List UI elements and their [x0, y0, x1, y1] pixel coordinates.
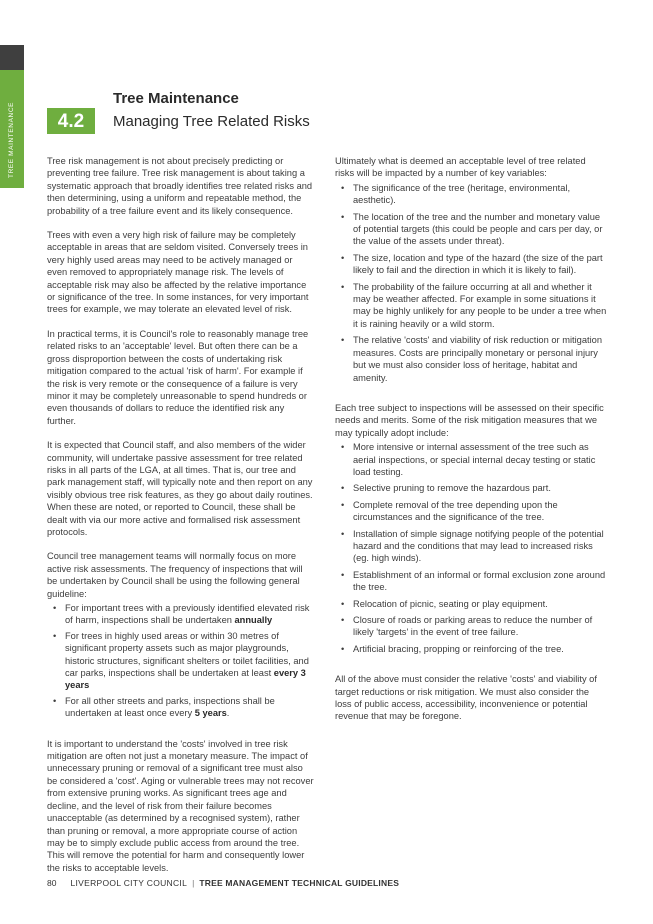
left-paragraph-2: Trees with even a very high risk of failure may be completely acceptable in areas that are seldom visited. Conversely trees in very highly used areas may need to be actively managed or even removed to appropriately manage risk. The levels of acceptable risk may also be affected by the relative importance or significance of the tree. In some instances, for very important trees for example, we may tolerate an elevated level of risk. — [47, 230, 309, 315]
list-item: • The relative 'costs' and viability of risk reduction or mitigation measures. Costs are principally monetary or personal injury but we must also consider loss of heritage, habitat and amenity. — [341, 335, 602, 383]
inspection-guideline-list — [47, 602, 315, 720]
footer-council-name: LIVERPOOL CITY COUNCIL — [70, 878, 188, 888]
list-item: • The significance of the tree (heritage, environmental, aesthetic). — [341, 182, 571, 206]
mitigation-measures-list — [335, 441, 607, 655]
section-number-badge: 4.2 — [47, 108, 95, 134]
key-variables-list — [335, 182, 607, 384]
left-column — [47, 155, 315, 886]
left-paragraph-1: Tree risk management is not about precisely predicting or preventing tree failure. Tree risk management is about taking a systematic approach that broadly identifies tree related risks and then determining, using a uniform and repeatable method, the probability of a tree failure event and its likely consequence. — [47, 156, 313, 216]
list-item: • Closure of roads or parking areas to reduce the number of likely 'targets' in the event of tree failure. — [341, 615, 593, 638]
page-title: Tree Maintenance — [113, 90, 239, 107]
left-paragraph-6: It is important to understand the 'costs' involved in tree risk mitigation are often not just a monetary measure. The impact of unnecessary pruning or removal of a significant tree must also be considered a 'cost'. Aging or vulnerable trees may not recover from extensive pruning works. As significant trees age and decline, and the level of risk from their failure becomes unacceptable (as determined by a recognised system), rather than pruning or removal, a more appropriate course of action may be to simply exclude public access from around the tree. This will remove the potential for harm and consequently lower the risks to acceptable levels. — [47, 738, 314, 873]
page-number: 80 — [47, 878, 57, 888]
list-item: • For trees in highly used areas or within 30 metres of significant property assets such as major playgrounds, historic structures, significant shelters or toilet facilities, and car parks, inspections shall be undertaken at least every 3 years — [53, 630, 309, 691]
left-paragraph-5: Council tree management teams will normally focus on more active risk assessments. The frequency of inspections that will be undertaken by Council shall be using the following general guideline: — [47, 551, 303, 599]
page-footer — [47, 878, 399, 888]
page-subtitle: Managing Tree Related Risks — [113, 113, 310, 130]
list-item: • Complete removal of the tree depending upon the circumstances and the significance of the tree. — [341, 499, 558, 523]
list-item: • Establishment of an informal or formal exclusion zone around the tree. — [341, 569, 606, 593]
footer-divider: | — [192, 878, 195, 888]
list-item: • The probability of the failure occurring at all and whether it may be weather affected. For example in some situations it may be highly unlikely for any people to be under a tree when it is raining heavily or a wild storm. — [341, 281, 607, 329]
right-paragraph-1: Ultimately what is deemed an acceptable level of tree related risks will be impacted by a number of key variables: — [335, 156, 586, 179]
right-paragraph-2: Each tree subject to inspections will be assessed on their specific needs and merits. Some of the risk mitigation measures that we may typically adopt include: — [335, 402, 604, 438]
left-paragraph-3: In practical terms, it is Council's role to reasonably manage tree related risks to an 'acceptable' level. But often there can be a gross disproportion between the costs of undertaking risk mitigation compared to the actual 'risk of harm'. For example if the risk is very remote or the consequence of a failure is very minor it may be completely unreasonable to spend hundreds or even thousands of dollars to reduce the identified risk any further. — [47, 328, 309, 426]
list-item: • For important trees with a previously identified elevated risk of harm, inspections shall be undertaken annually — [53, 603, 310, 626]
list-item: • Artificial bracing, propping or reinforcing of the tree. — [341, 643, 564, 654]
list-item: • For all other streets and parks, inspections shall be undertaken at least once every 5 years. — [53, 695, 275, 719]
list-item: • Relocation of picnic, seating or play equipment. — [341, 598, 548, 609]
list-item: • More intensive or internal assessment of the tree such as aerial inspections, or special internal decay testing or static load testing. — [341, 442, 596, 477]
list-item: • Installation of simple signage notifying people of the potential hazard and the conditions that may lead to increased risks (eg. high winds). — [341, 528, 604, 564]
list-item: • The size, location and type of the hazard (the size of the part likely to fail and the direction in which it is likely to fail). — [341, 252, 603, 276]
right-paragraph-3: All of the above must consider the relative 'costs' and viability of target reductions or risk mitigation. We must also consider the loss of public access, accessibility, inconvenience or potential revenue that may be foregone. — [335, 674, 597, 722]
list-item: • The location of the tree and the number and monetary value of potential targets (this could be people and cars per day, or the value of the assets under threat). — [341, 211, 603, 247]
footer-document-title: TREE MANAGEMENT TECHNICAL GUIDELINES — [199, 878, 400, 888]
list-item: • Selective pruning to remove the hazardous part. — [341, 483, 551, 494]
sidebar-dark-tab — [0, 45, 24, 70]
right-column — [335, 155, 607, 735]
left-paragraph-4: It is expected that Council staff, and also members of the wider community, will undertake passive assessment for tree related risks in all parts of the LGA, at all times. That is, our tree and park management staff, will typically note and then report on any visibly obvious tree risk features, as they go about daily routines. When these are noted, or reported to Council, these shall be dealt with via our more active and formalised risk assessment protocols. — [47, 440, 313, 537]
